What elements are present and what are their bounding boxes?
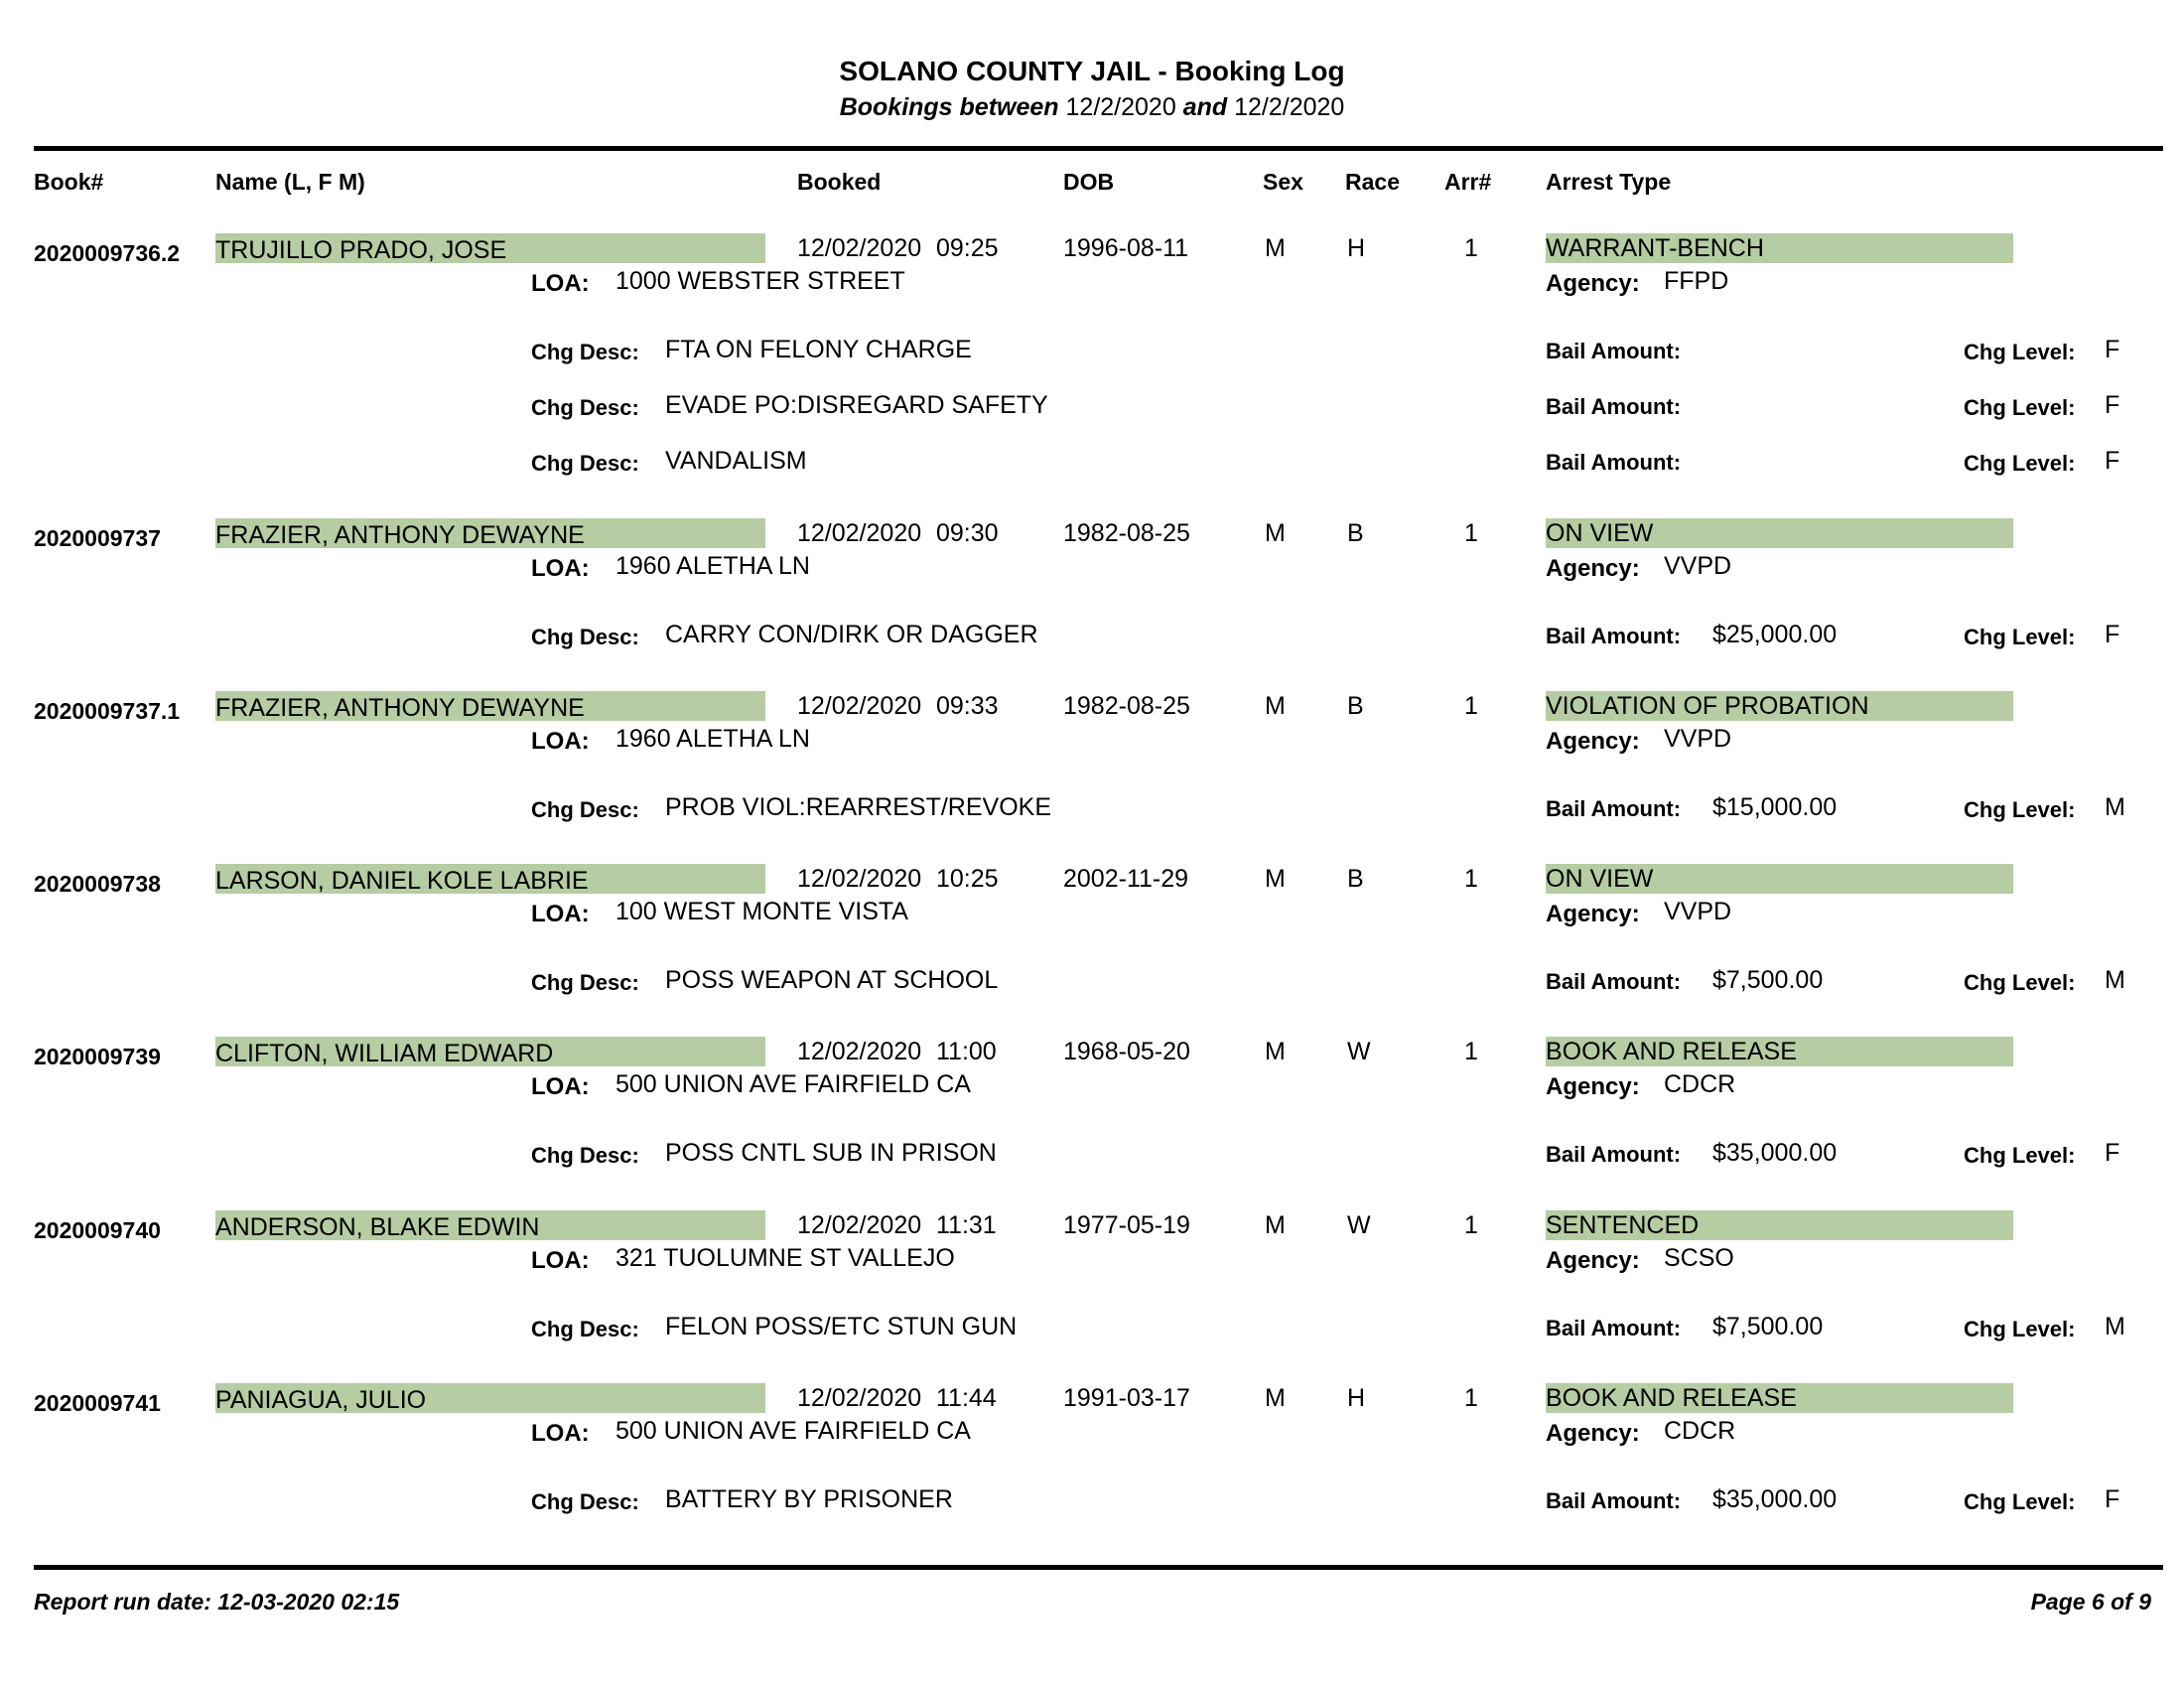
date-from: 12/2/2020: [1065, 93, 1176, 121]
dob: 2002-11-29: [1063, 865, 1189, 893]
book-number: 2020009736.2: [34, 240, 181, 266]
arrest-type: WARRANT-BENCH: [1546, 234, 1764, 262]
chg-level: M: [2105, 793, 2125, 821]
date-to: 12/2/2020: [1234, 93, 1345, 121]
loa-value: 100 WEST MONTE VISTA: [615, 898, 908, 925]
agency-value: VVPD: [1664, 552, 1732, 580]
agency-label: Agency:: [1546, 728, 1640, 755]
report-run-date: Report run date: 12-03-2020 02:15: [34, 1589, 400, 1615]
bail-amount-label: Bail Amount:: [1546, 1316, 1682, 1340]
arrest-type: BOOK AND RELEASE: [1546, 1038, 1797, 1065]
chg-level-label: Chg Level:: [1964, 625, 2076, 649]
agency-label: Agency:: [1546, 270, 1640, 297]
inmate-name: FRAZIER, ANTHONY DEWAYNE: [215, 521, 585, 549]
dob: 1982-08-25: [1063, 692, 1190, 720]
col-sex: Sex: [1263, 169, 1303, 195]
agency-value: CDCR: [1664, 1417, 1736, 1445]
chg-level: M: [2105, 1313, 2125, 1340]
report-title: SOLANO COUNTY JAIL - Booking Log: [839, 56, 1345, 86]
loa-label: LOA:: [531, 1247, 590, 1274]
chg-desc: EVADE PO:DISREGARD SAFETY: [665, 391, 1048, 419]
bail-amount: $35,000.00: [1712, 1139, 1838, 1167]
agency-value: FFPD: [1664, 267, 1729, 295]
inmate-name: LARSON, DANIEL KOLE LABRIE: [215, 867, 589, 895]
booked-date: 12/02/2020: [797, 519, 922, 547]
col-race: Race: [1345, 169, 1400, 195]
loa-label: LOA:: [531, 901, 590, 927]
loa-value: 1960 ALETHA LN: [615, 725, 810, 753]
race: B: [1347, 692, 1364, 720]
inmate-name: TRUJILLO PRADO, JOSE: [215, 236, 507, 264]
book-number: 2020009738: [34, 871, 161, 897]
inmate-name: PANIAGUA, JULIO: [215, 1386, 427, 1414]
chg-level-label: Chg Level:: [1964, 340, 2076, 364]
booked-time: 10:25: [936, 865, 999, 893]
bail-amount-label: Bail Amount:: [1546, 1142, 1682, 1167]
loa-value: 321 TUOLUMNE ST VALLEJO: [615, 1244, 955, 1272]
col-arrest-type: Arrest Type: [1546, 169, 1672, 195]
booked-time: 11:31: [936, 1211, 997, 1239]
booked-date: 12/02/2020: [797, 692, 922, 720]
chg-desc: POSS WEAPON AT SCHOOL: [665, 966, 999, 994]
arrest-type: BOOK AND RELEASE: [1546, 1384, 1797, 1412]
bail-amount-label: Bail Amount:: [1546, 796, 1682, 821]
booked-date: 12/02/2020: [797, 234, 922, 262]
arrest-type: ON VIEW: [1546, 865, 1654, 893]
dob: 1977-05-19: [1063, 1211, 1190, 1239]
arrest-number: 1: [1464, 865, 1478, 893]
col-arr: Arr#: [1444, 169, 1492, 195]
agency-label: Agency:: [1546, 901, 1640, 927]
chg-level-label: Chg Level:: [1964, 970, 2076, 995]
book-number: 2020009737: [34, 525, 161, 551]
loa-value: 1960 ALETHA LN: [615, 552, 810, 580]
chg-desc: PROB VIOL:REARREST/REVOKE: [665, 793, 1051, 821]
booked-time: 11:00: [936, 1038, 997, 1065]
chg-desc-label: Chg Desc:: [531, 797, 639, 822]
agency-label: Agency:: [1546, 1420, 1640, 1447]
booked-time: 11:44: [936, 1384, 997, 1412]
sex: M: [1265, 865, 1286, 893]
dob: 1996-08-11: [1063, 234, 1189, 262]
col-name: Name (L, F M): [215, 169, 365, 195]
arrest-number: 1: [1464, 519, 1478, 547]
bail-amount-label: Bail Amount:: [1546, 1488, 1682, 1513]
chg-desc-label: Chg Desc:: [531, 1489, 639, 1514]
loa-label: LOA:: [531, 270, 590, 297]
sex: M: [1265, 519, 1286, 547]
loa-label: LOA:: [531, 1073, 590, 1100]
page-number: Page 6 of 9: [2030, 1589, 2151, 1615]
booked-time: 09:25: [936, 234, 999, 262]
agency-label: Agency:: [1546, 1247, 1640, 1274]
loa-label: LOA:: [531, 555, 590, 582]
inmate-name: CLIFTON, WILLIAM EDWARD: [215, 1040, 554, 1067]
chg-level: F: [2105, 621, 2120, 648]
bail-amount: $7,500.00: [1712, 1313, 1824, 1340]
sex: M: [1265, 234, 1286, 262]
sex: M: [1265, 1038, 1286, 1065]
chg-desc: CARRY CON/DIRK OR DAGGER: [665, 621, 1038, 648]
chg-desc-label: Chg Desc:: [531, 970, 639, 995]
arrest-number: 1: [1464, 1211, 1478, 1239]
bail-amount-label: Bail Amount:: [1546, 394, 1682, 419]
chg-level-label: Chg Level:: [1964, 1489, 2076, 1514]
chg-desc-label: Chg Desc:: [531, 451, 639, 476]
bail-amount: $7,500.00: [1712, 966, 1824, 994]
booked-time: 09:30: [936, 519, 999, 547]
arrest-type: ON VIEW: [1546, 519, 1654, 547]
book-number: 2020009739: [34, 1044, 161, 1069]
chg-level: F: [2105, 1485, 2120, 1513]
loa-label: LOA:: [531, 1420, 590, 1447]
booked-date: 12/02/2020: [797, 1384, 922, 1412]
loa-value: 500 UNION AVE FAIRFIELD CA: [615, 1417, 971, 1445]
chg-desc: FELON POSS/ETC STUN GUN: [665, 1313, 1018, 1340]
loa-value: 1000 WEBSTER STREET: [615, 267, 905, 295]
book-number: 2020009740: [34, 1217, 161, 1243]
chg-desc: VANDALISM: [665, 447, 807, 475]
booked-date: 12/02/2020: [797, 865, 922, 893]
chg-desc-label: Chg Desc:: [531, 395, 639, 420]
sex: M: [1265, 692, 1286, 720]
chg-desc: FTA ON FELONY CHARGE: [665, 336, 972, 363]
race: W: [1347, 1211, 1371, 1239]
arrest-number: 1: [1464, 1384, 1478, 1412]
chg-level-label: Chg Level:: [1964, 1317, 2076, 1341]
agency-label: Agency:: [1546, 1073, 1640, 1100]
col-book: Book#: [34, 169, 104, 195]
race: B: [1347, 519, 1364, 547]
chg-desc: BATTERY BY PRISONER: [665, 1485, 953, 1513]
chg-level: F: [2105, 391, 2120, 419]
loa-value: 500 UNION AVE FAIRFIELD CA: [615, 1070, 971, 1098]
dob: 1968-05-20: [1063, 1038, 1190, 1065]
chg-desc-label: Chg Desc:: [531, 340, 639, 364]
agency-value: VVPD: [1664, 725, 1732, 753]
bail-amount-label: Bail Amount:: [1546, 339, 1682, 363]
chg-level: F: [2105, 336, 2120, 363]
chg-level-label: Chg Level:: [1964, 451, 2076, 476]
chg-desc-label: Chg Desc:: [531, 1143, 639, 1168]
chg-desc-label: Chg Desc:: [531, 1317, 639, 1341]
chg-level-label: Chg Level:: [1964, 395, 2076, 420]
sex: M: [1265, 1211, 1286, 1239]
inmate-name: ANDERSON, BLAKE EDWIN: [215, 1213, 540, 1241]
arrest-type: SENTENCED: [1546, 1211, 1700, 1239]
arrest-number: 1: [1464, 234, 1478, 262]
header-divider: [34, 146, 2163, 151]
arrest-number: 1: [1464, 692, 1478, 720]
chg-desc-label: Chg Desc:: [531, 625, 639, 649]
arrest-number: 1: [1464, 1038, 1478, 1065]
dob: 1982-08-25: [1063, 519, 1190, 547]
col-booked: Booked: [797, 169, 882, 195]
report-subtitle: [0, 93, 2184, 122]
bail-amount-label: Bail Amount:: [1546, 624, 1682, 648]
bail-amount: $15,000.00: [1712, 793, 1838, 821]
chg-level: M: [2105, 966, 2125, 994]
chg-level-label: Chg Level:: [1964, 1143, 2076, 1168]
chg-desc: POSS CNTL SUB IN PRISON: [665, 1139, 997, 1167]
booked-date: 12/02/2020: [797, 1038, 922, 1065]
book-number: 2020009741: [34, 1390, 161, 1416]
race: H: [1347, 234, 1366, 262]
agency-value: CDCR: [1664, 1070, 1736, 1098]
bail-amount-label: Bail Amount:: [1546, 450, 1682, 475]
agency-value: VVPD: [1664, 898, 1732, 925]
subtitle-prefix: Bookings between: [839, 93, 1059, 121]
chg-level-label: Chg Level:: [1964, 797, 2076, 822]
dob: 1991-03-17: [1063, 1384, 1190, 1412]
col-dob: DOB: [1063, 169, 1115, 195]
bail-amount-label: Bail Amount:: [1546, 969, 1682, 994]
agency-label: Agency:: [1546, 555, 1640, 582]
chg-level: F: [2105, 1139, 2120, 1167]
bail-amount: $35,000.00: [1712, 1485, 1838, 1513]
race: H: [1347, 1384, 1366, 1412]
agency-value: SCSO: [1664, 1244, 1734, 1272]
subtitle-mid: and: [1182, 93, 1228, 121]
footer-divider: [34, 1565, 2163, 1570]
bail-amount: $25,000.00: [1712, 621, 1838, 648]
sex: M: [1265, 1384, 1286, 1412]
book-number: 2020009737.1: [34, 698, 181, 724]
booked-date: 12/02/2020: [797, 1211, 922, 1239]
chg-level: F: [2105, 447, 2120, 475]
booked-time: 09:33: [936, 692, 999, 720]
race: B: [1347, 865, 1364, 893]
race: W: [1347, 1038, 1371, 1065]
inmate-name: FRAZIER, ANTHONY DEWAYNE: [215, 694, 585, 722]
loa-label: LOA:: [531, 728, 590, 755]
arrest-type: VIOLATION OF PROBATION: [1546, 692, 1869, 720]
